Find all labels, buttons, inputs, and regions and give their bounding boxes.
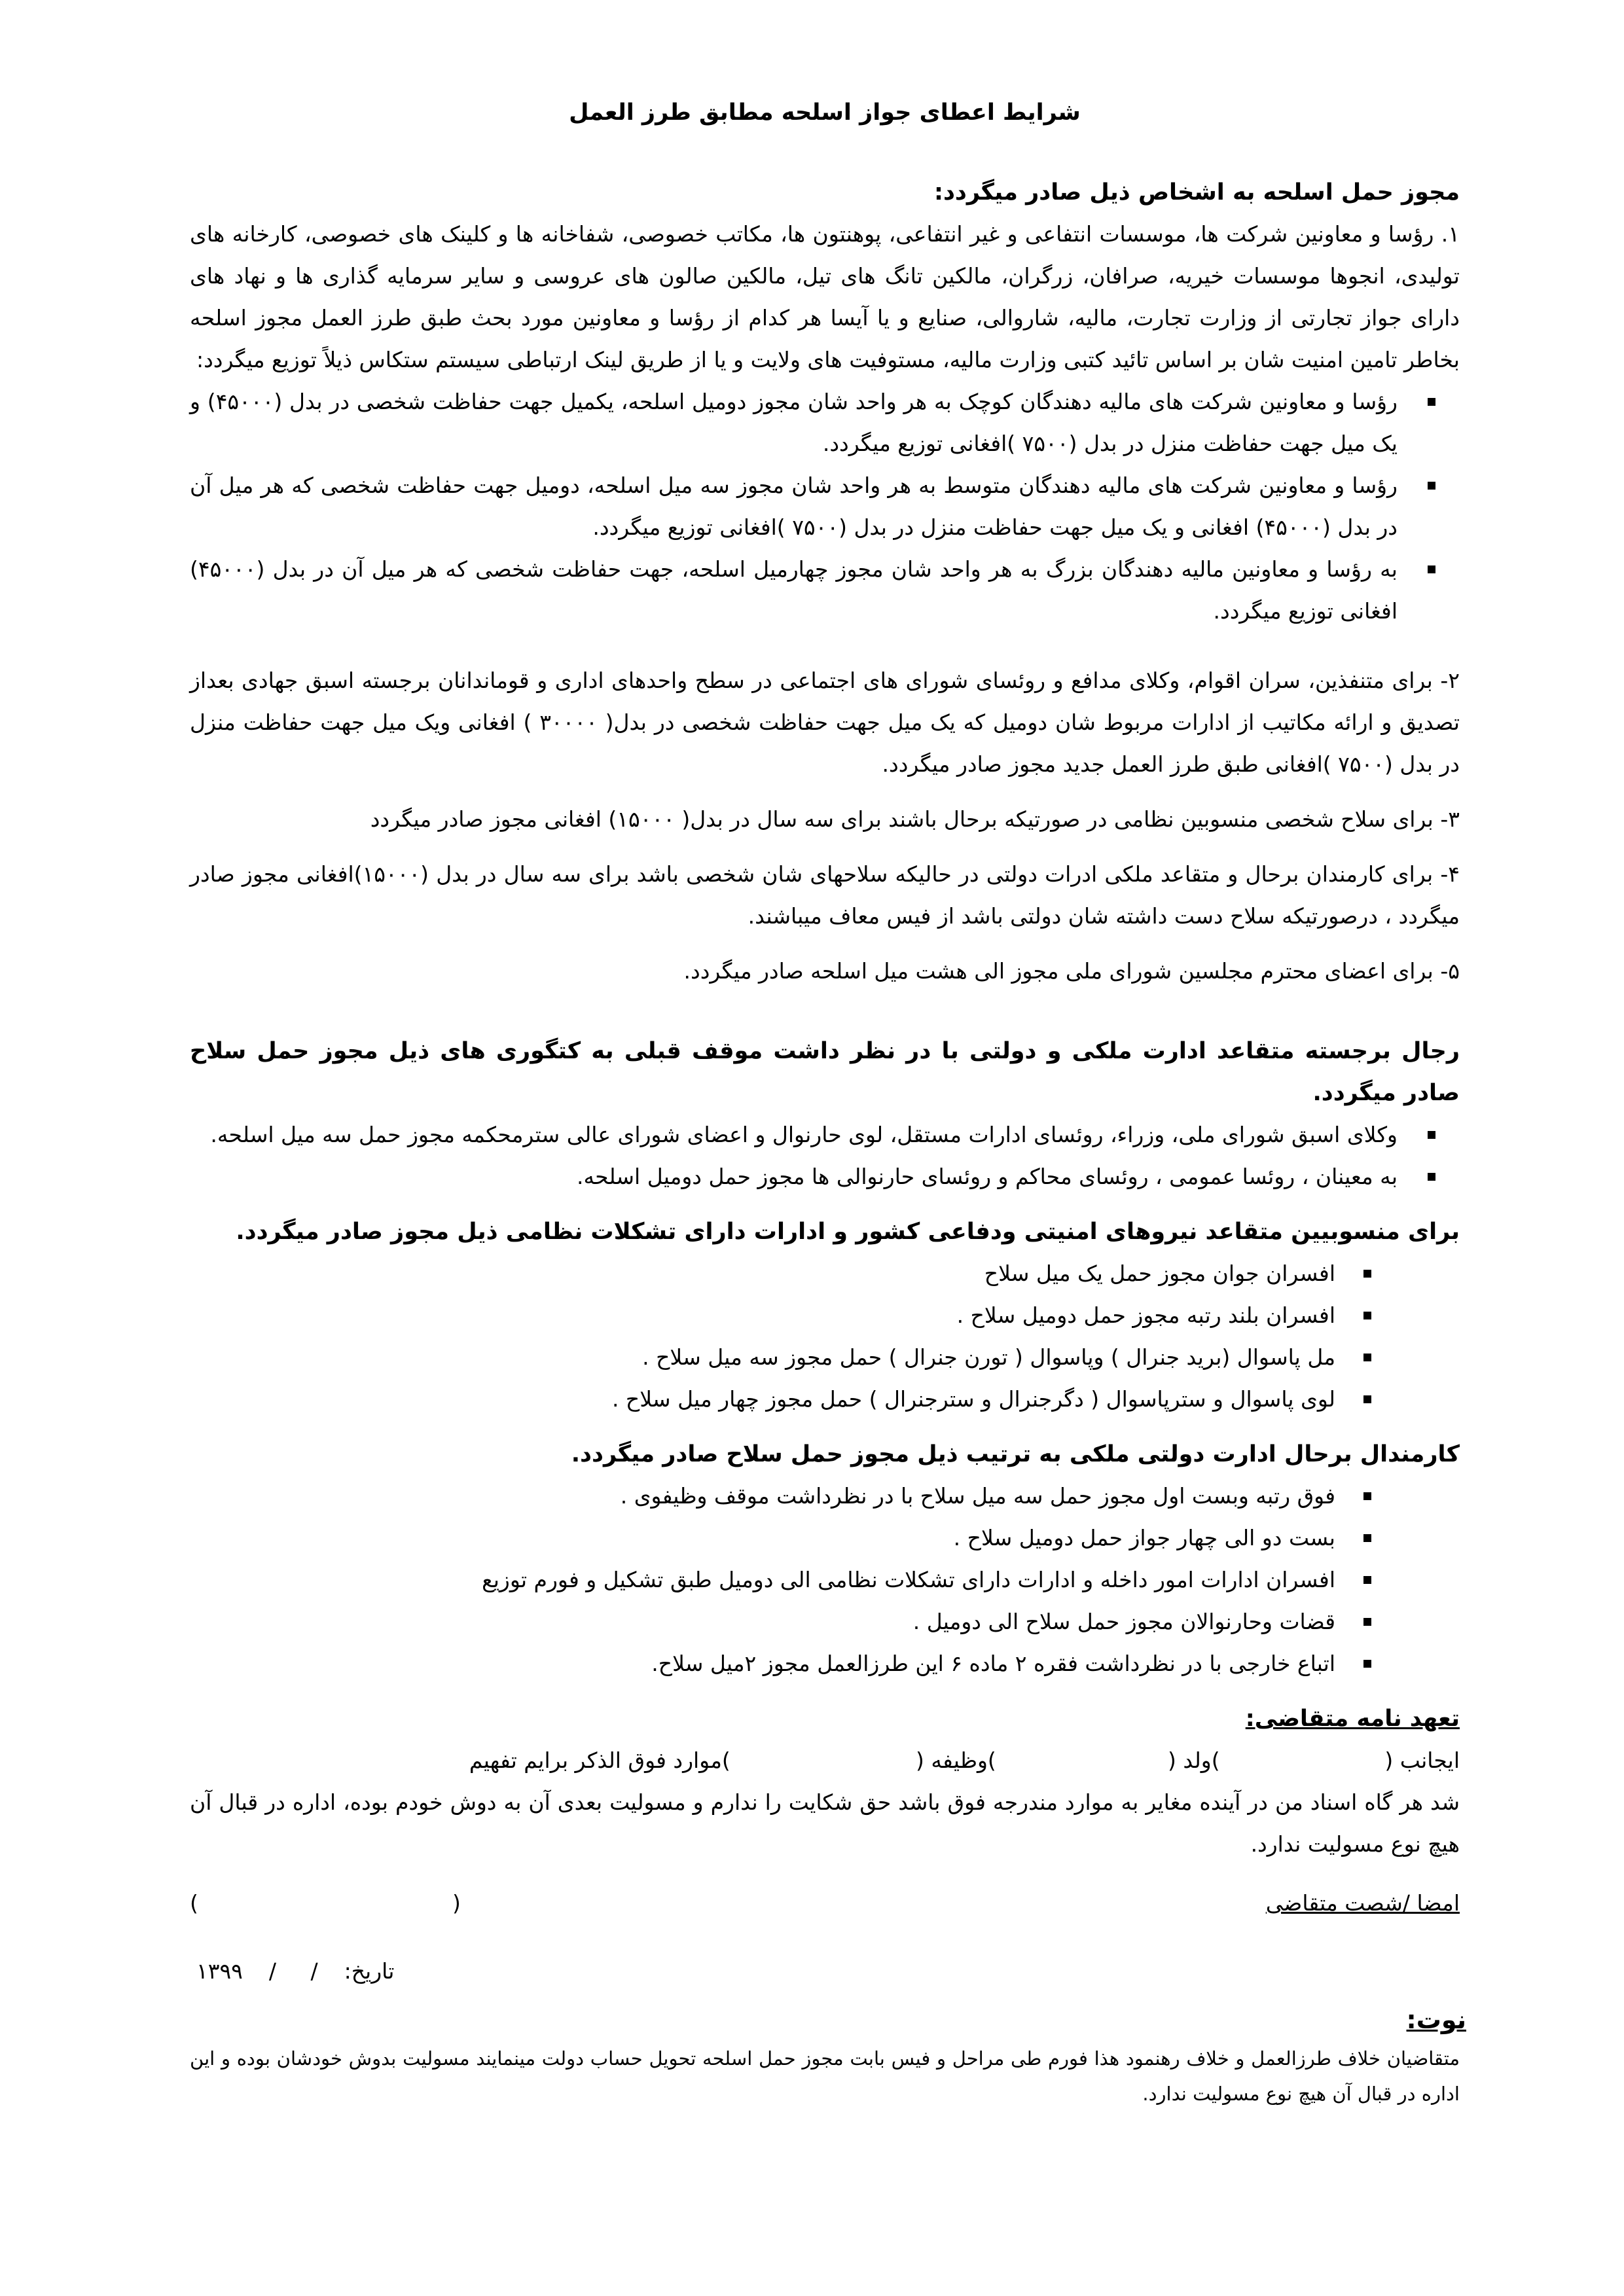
date-label: تاریخ: — [344, 1958, 395, 1984]
list-item: قضات وحارنوالان مجوز حمل سلاح الی دومیل . — [190, 1601, 1460, 1643]
list-item: بست دو الی چهار جواز حمل دومیل سلاح . — [190, 1517, 1460, 1559]
list-item: به معینان ، روئسا عمومی ، روئسای محاکم و روئسای حارنوالی ها مجوز حمل دومیل اسلحه. — [190, 1156, 1460, 1198]
section2-heading: رجال برجسته متقاعد ادارت ملکی و دولتی با در نظر داشت موقف قبلی به کتگوری های ذیل مجوز حمل سلاح صادر میگردد. — [190, 1038, 1460, 1106]
list-item: فوق رتبه وبست اول مجوز حمل سه میل سلاح با در نظرداشت موقف وظیفوی . — [190, 1475, 1460, 1517]
list-item: اتباع خارجی با در نظرداشت فقره ۲ ماده ۶ این طرزالعمل مجوز ۲میل سلاح. — [190, 1643, 1460, 1685]
list-item: رؤسا و معاونین شرکت های مالیه دهندگان متوسط به هر واحد شان مجوز سه میل اسلحه، دومیل جهت حفاظت شخصی که هر میل آن در بدل (۴۵۰۰۰) افغانی و یک میل جهت حفاظت منزل در بدل (۷۵۰۰ )افغانی توزیع میگردد. — [190, 465, 1460, 548]
section1-item5: ۵- برای اعضای محترم مجلسین شورای ملی مجوز الی هشت میل اسلحه صادر میگردد. — [683, 958, 1460, 984]
list-item: به رؤسا و معاونین مالیه دهندگان بزرگ به هر واحد شان مجوز چهارمیل اسلحه، جهت حفاظت شخصی که هر میل آن در بدل (۴۵۰۰۰) افغانی توزیع میگردد. — [190, 548, 1460, 632]
section1-bullet-list — [190, 381, 1460, 632]
list-item: وکلای اسبق شورای ملی، وزراء، روئسای ادارات مستقل، لوی حارنوال و اعضای شورای عالی سترمحکمه مجوز حمل سه میل اسلحه. — [190, 1114, 1460, 1156]
commitment-heading: تعهد نامه متقاضی: — [1245, 1706, 1460, 1732]
document-page — [190, 92, 1466, 2111]
section1-item2: ۲- برای متنفذین، سران اقوام، وکلای مدافع و روئسای شورای های اجتماعی در سطح واحدهای اداری و قوماندانان برجسته اسبق جهادی بعداز تصدیق و ارائه مکاتیب از ادارات مربوط شان دومیل که یک میل جهت حفاظت شخصی در بدل( ۳۰۰۰۰ ) افغانی ویک میل جهت حفاظت منزل در بدل (۷۵۰۰ )افغانی طبق طرز العمل جدید مجوز صادر میگردد. — [190, 668, 1460, 777]
commitment-body: شد هر گاه اسناد من در آینده مغایر به موارد مندرجه فوق باشد حق شکایت را ندارم و مسولیت بعدی آن به دوش خودم بوده، اداره در قبال آن هیچ نوع مسولیت ندارد. — [190, 1789, 1460, 1857]
signature-blank: ( ) — [190, 1890, 461, 1916]
date-blank: / / — [268, 1958, 318, 1984]
section3-heading: برای منسوبیین متقاعد نیروهای امنیتی ودفاعی کشور و ادارات دارای تشکلات نظامی ذیل مجوز صادر میگردد. — [236, 1219, 1460, 1245]
section1-heading: مجوز حمل اسلحه به اشخاص ذیل صادر میگردد: — [933, 179, 1460, 206]
date-year: ۱۳۹۹ — [196, 1958, 243, 1984]
section4-bullet-list — [190, 1475, 1460, 1685]
section3-bullet-list — [190, 1253, 1460, 1420]
section1-item4: ۴- برای کارمندان برحال و متقاعد ملکی ادرات دولتی در حالیکه سلاحهای شان شخصی باشد برای سه سال در بدل (۱۵۰۰۰)افغانی مجوز صادر میگردد ، درصورتیکه سلاح دست داشته شان دولتی باشد از فیس معاف میباشند. — [190, 861, 1460, 929]
section1-item1: ۱. رؤسا و معاونین شرکت ها، موسسات انتفاعی و غیر انتفاعی، پوهنتون ها، مکاتب خصوصی، شفاخانه ها و کلینک های خصوصی، کارخانه های تولیدی، انجوها موسسات خیریه، صرافان، زرگران، مالکین تانگ های تیل، مالکین صالون های عروسی و سایر سرمایه گذاری ها و نهاد های دارای جواز تجارتی از وزارت تجارت، مالیه، شاروالی، صنایع و یا آیسا هر کدام از رؤسا و معاونین مورد بحث طبق طرز العمل مجوز اسلحه بخاطر تامین امنیت شان بر اساس تائید کتبی وزارت مالیه، مستوفیت های ولایت و یا از طریق لینک ارتباطی سیستم ستکاس ذیلاً توزیع میگردد: — [190, 221, 1460, 372]
list-item: افسران ادارات امور داخله و ادارات دارای تشکلات نظامی الی دومیل طبق تشکیل و فورم توزیع — [190, 1559, 1460, 1601]
note-heading: نوت: — [1406, 2005, 1466, 2034]
section1-item3: ۳- برای سلاح شخصی منسوبین نظامی در صورتیکه برحال باشند برای سه سال در بدل( ۱۵۰۰۰) افغانی مجوز صادر میگردد — [370, 806, 1460, 832]
list-item: مل پاسوال (برید جنرال ) وپاسوال ( تورن جنرال ) حمل مجوز سه میل سلاح . — [190, 1336, 1460, 1378]
list-item: افسران بلند رتبه مجوز حمل دومیل سلاح . — [190, 1295, 1460, 1336]
date-row — [190, 1950, 1460, 1992]
list-item: رؤسا و معاونین شرکت های مالیه دهندگان کوچک به هر واحد شان مجوز دومیل اسلحه، یکمیل جهت حفاظت شخصی در بدل (۴۵۰۰۰) و یک میل جهت حفاظت منزل در بدل (۷۵۰۰ )افغانی توزیع میگردد. — [190, 381, 1460, 465]
commitment-fill-line: ایجانب ( )ولد ( )وظیفه ( )موارد فوق الذکر برایم تفهیم — [469, 1748, 1460, 1773]
list-item: افسران جوان مجوز حمل یک میل سلاح — [190, 1253, 1460, 1295]
list-item: لوی پاسوال و سترپاسوال ( دگرجنرال و سترجنرال ) حمل مجوز چهار میل سلاح . — [190, 1378, 1460, 1420]
section4-heading: کارمندال برحال ادارت دولتی ملکی به ترتیب ذیل مجوز حمل سلاح صادر میگردد. — [571, 1441, 1460, 1467]
section2-bullet-list — [190, 1114, 1460, 1198]
signature-row — [190, 1882, 1460, 1924]
signature-label: امضا /شصت متقاضی — [1265, 1890, 1460, 1916]
document-title: شرایط اعطای جواز اسلحه مطابق طرز العمل — [569, 99, 1081, 126]
note-text: متقاضیان خلاف طرزالعمل و خلاف رهنمود هذا فورم طی مراحل و فیس بابت مجوز حمل اسلحه تحویل حساب دولت مینمایند مسولیت بدوش خودشان بوده و این اداره در قبال آن هیچ نوع مسولیت ندارد. — [190, 2047, 1460, 2105]
